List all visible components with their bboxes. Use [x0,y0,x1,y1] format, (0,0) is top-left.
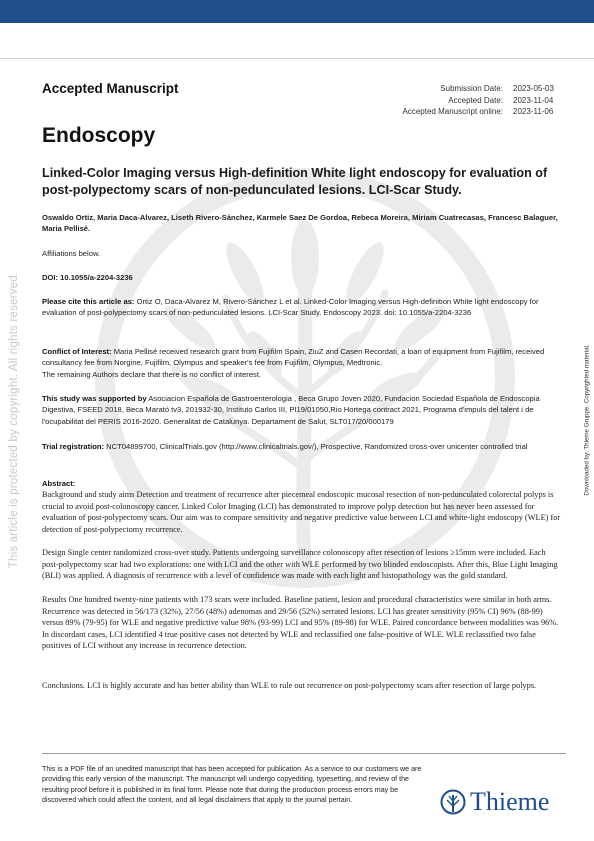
submission-date-row [403,83,567,95]
funding-text: Asociacion Española de Gastroenterologia , Beca Grupo Joven 2020, Fundacion Sociedad Española de Endoscopia Digestiva, FSEED 2018, Beca Marató tv3, 201932-30, Instituto Carlos III, PI19/01050,Rio Hortega contract 2021, Programa d'impuls del talent i de l'ocupabilitat del PERIS 2016-2020. Generalitat de Catalunya. Departament de Salut, SLT017/20/000179 [42,394,540,426]
abstract-design: Design Single center randomized cross-over study. Patients undergoing surveillance colonoscopy after resection of lesions ≥15mm were included. Each post-polypectomy scar had two explorations: one with LCI and the other with WLE performed by two blinded endoscopists. After this, Blue Light Imaging (BLI) was applied. A diagnosis of recurrence with a level of confidence was made with each light and histopathology was the gold standard. [42,548,558,580]
conflict-text-2: The remaining Authors declare that there is no conflict of interest. [42,369,262,379]
affiliations-note: Affiliations below. [42,249,101,258]
date-value: 2023-11-04 [513,95,554,105]
thieme-logo-text: Thieme [470,787,550,816]
conflict-paragraph [42,346,562,380]
dates-block [403,83,567,118]
funding-paragraph [42,393,562,427]
trial-label: Trial registration: [42,442,105,451]
footer-divider [42,753,566,754]
citation-label: Please cite this article as: [42,297,135,306]
abstract-conclusions: Conclusions. LCI is highly accurate and has better ability than WLE to rule out recurrence on post-polypectomy scars after resection of large polyps. [42,681,537,690]
citation-paragraph [42,296,562,319]
header-divider [0,58,594,59]
abstract-label: Abstract: [42,479,76,488]
footer-disclaimer: This is a PDF file of an unedited manuscript that has been accepted for publication. As a service to our customers we are providing this early version of the manuscript. The manuscript will undergo copyediting, typesetting, and review of the resulting proof before it is published in its final form. Please note that during the production process errors may be discovered which could affect the content, and all legal disclaimers that apply to the journal pertain. [42,765,422,804]
doi: DOI: 10.1055/a-2204-3236 [42,273,133,282]
download-side-text: Downloaded by: Thieme Gruppe. Copyrighted material. [583,344,591,496]
thieme-tree-logo-icon [440,787,466,817]
journal-name: Endoscopy [42,124,156,147]
online-date-row [403,106,567,118]
accepted-manuscript-label: Accepted Manuscript [42,81,179,96]
date-value: 2023-11-06 [513,107,554,116]
citation-text: Ortiz O, Daca-Alvarez M, Rivero-Sánchez L et al. Linked-Color Imaging versus High-definition White light endoscopy for evaluation of post-polypectomy scars of non-pedunculated lesions. LCI-Scar Study. Endoscopy 2023. doi: 10.1055/a-2204-3236 [42,297,539,318]
abstract-background: Background and study aims Detection and treatment of recurrence after piecemeal endoscopic mucosal resection of non-pedunculated colorectal polyps is crucial to avoid post-colonoscopy cancer. Linked Color Imaging (LCI) has demonstrated to improve polyp detection but has never been assessed for evaluation of post-polypectomy scars. Our aim was to compare sensitivity and negative predictive value between LCI and white-light endoscopy (WLE) for detection of post-polypectomy recurrence. [42,490,561,534]
funding-label: This study was supported by [42,394,147,403]
date-label: Submission Date: [440,84,503,93]
trial-text: NCT04899700, ClinicalTrials.gov (http://www.clinicaltrials.gov/), Prospective, Randomized cross-over unicenter controlled trial [106,442,528,451]
conflict-text: Maria Pellisé received research grant from Fujifilm Spain, ZiuZ and Casen Recordati, a loan of equipment from Fujifilm, received consultancy fee from Norgine, Fujifilm, Olympus and speaker's fee from Fujifilm, Olympus, Medtronic. [42,347,545,368]
abstract-heading [42,478,562,489]
article-title: Linked-Color Imaging versus High-definition White light endoscopy for evaluation of post-polypectomy scars of non-pedunculated lesions. LCI-Scar Study. [42,166,548,197]
copyright-side-text: This article is protected by copyright. All rights reserved. [8,271,20,569]
date-label: Accepted Manuscript online: [402,107,503,116]
download-side-note [580,325,594,515]
trial-registration-paragraph [42,441,562,452]
date-value: 2023-05-03 [513,84,554,93]
conflict-label: Conflict of Interest: [42,347,112,356]
date-label: Accepted Date: [448,95,503,105]
accepted-date-row [403,95,567,107]
thieme-logo [440,787,549,817]
top-banner [0,0,594,23]
copyright-side-note [4,245,24,595]
abstract-results: Results One hundred twenty-nine patients with 173 scars were included. Baseline patient, lesion and procedural characteristics were similar in both arms. Recurrence was detected in 56/173 (32%), 27/56 (48%) adenomas and 29/56 (52%) serrated lesions. LCI has greater sensitivity (95% CI) 96% (88-99) versus 89% (79-95) for WLE and negative predictive value 98% (93-99) LCI and 95% (89-98) for WLE. Paired concordance between modalities was 96%. In discordant cases, LCI identified 4 true positive cases not detected by WLE and reclassified one false-positive of WLE. WLE reclassified two false positives of LCI without any increase in recurrence detection. [42,595,559,650]
author-list: Oswaldo Ortiz, Maria Daca-Alvarez, Liseth Rivero-Sánchez, Karmele Saez De Gordoa, Rebeca Moreira, Miriam Cuatrecasas, Francesc Balaguer, Maria Pellisé. [42,213,558,233]
